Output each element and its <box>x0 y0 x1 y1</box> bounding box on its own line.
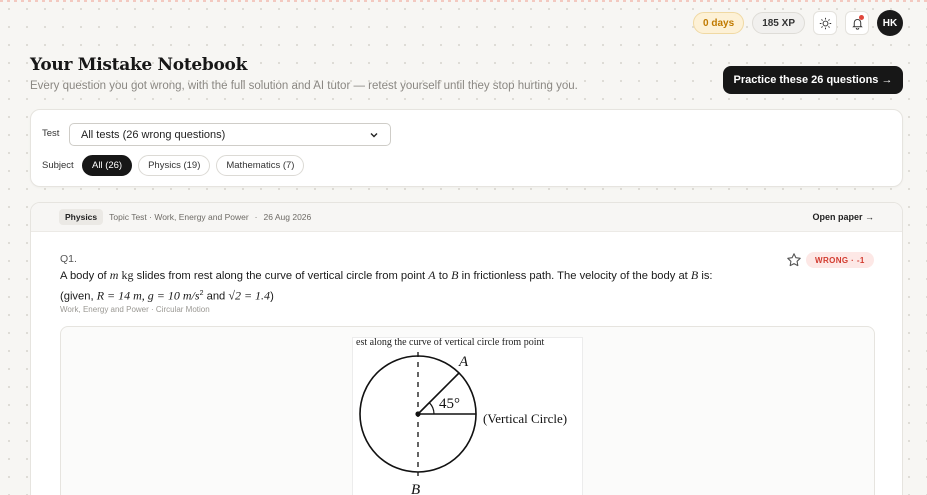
test-filter-label: Test <box>42 128 60 139</box>
filter-panel <box>30 109 903 187</box>
wrong-status-badge: WRONG · -1 <box>806 252 874 268</box>
top-bar <box>693 10 903 36</box>
practice-questions-button[interactable]: Practice these 26 questions → <box>723 66 903 94</box>
question-number: Q1. <box>60 253 77 265</box>
vertical-circle-label: (Vertical Circle) <box>483 411 568 426</box>
question-card <box>30 202 903 495</box>
question-line-1: A body of m kg slides from rest along the curve of vertical circle from point A to B in frictionless path. The velocity of the body at B is: <box>60 268 713 282</box>
figure-container <box>60 326 875 495</box>
subject-filter-label: Subject <box>42 160 74 171</box>
theme-toggle-button[interactable] <box>813 11 837 35</box>
center-point <box>415 411 420 416</box>
angle-arc <box>429 403 434 414</box>
label-A: A <box>459 354 469 370</box>
streak-badge[interactable]: 0 days <box>693 12 744 34</box>
notification-dot <box>859 15 864 20</box>
question-line-2: (given, R = 14 m, g = 10 $m/s^2$ and √2 = 1.4) <box>60 288 274 303</box>
question-text <box>60 267 850 306</box>
figure-caption-top: est along the curve of vertical circle from point <box>356 338 545 348</box>
test-select-value: All tests (26 wrong questions) <box>81 128 226 141</box>
test-date: 26 Aug 2026 <box>263 212 312 222</box>
chevron-down-icon <box>369 130 379 140</box>
page-subtitle: Every question you got wrong, with the full solution and AI tutor — retest yourself until they stop hurting you. <box>30 80 578 92</box>
open-paper-link[interactable]: Open paper → <box>812 212 874 222</box>
top-border <box>0 0 927 2</box>
chip-all[interactable]: All (26) <box>82 155 132 176</box>
test-meta: Topic Test · Work, Energy and Power <box>109 212 249 222</box>
chip-physics[interactable]: Physics (19) <box>138 155 210 176</box>
vertical-circle-diagram <box>353 338 584 495</box>
test-select[interactable] <box>69 123 391 146</box>
meta-separator: · <box>254 212 258 222</box>
page-title: Your Mistake Notebook <box>30 55 248 75</box>
question-figure <box>352 337 583 495</box>
angle-label: 45° <box>439 396 460 412</box>
xp-badge[interactable]: 185 XP <box>752 12 805 34</box>
notifications-button[interactable] <box>845 11 869 35</box>
star-icon[interactable] <box>786 252 802 268</box>
subject-tag: Physics <box>59 209 103 225</box>
question-tags: Work, Energy and Power · Circular Motion <box>60 305 210 314</box>
chip-mathematics[interactable]: Mathematics (7) <box>216 155 304 176</box>
sun-icon <box>819 17 832 30</box>
label-B: B <box>411 482 421 495</box>
user-avatar[interactable]: HK <box>877 10 903 36</box>
question-card-header <box>31 203 902 232</box>
subject-chips <box>82 155 304 176</box>
